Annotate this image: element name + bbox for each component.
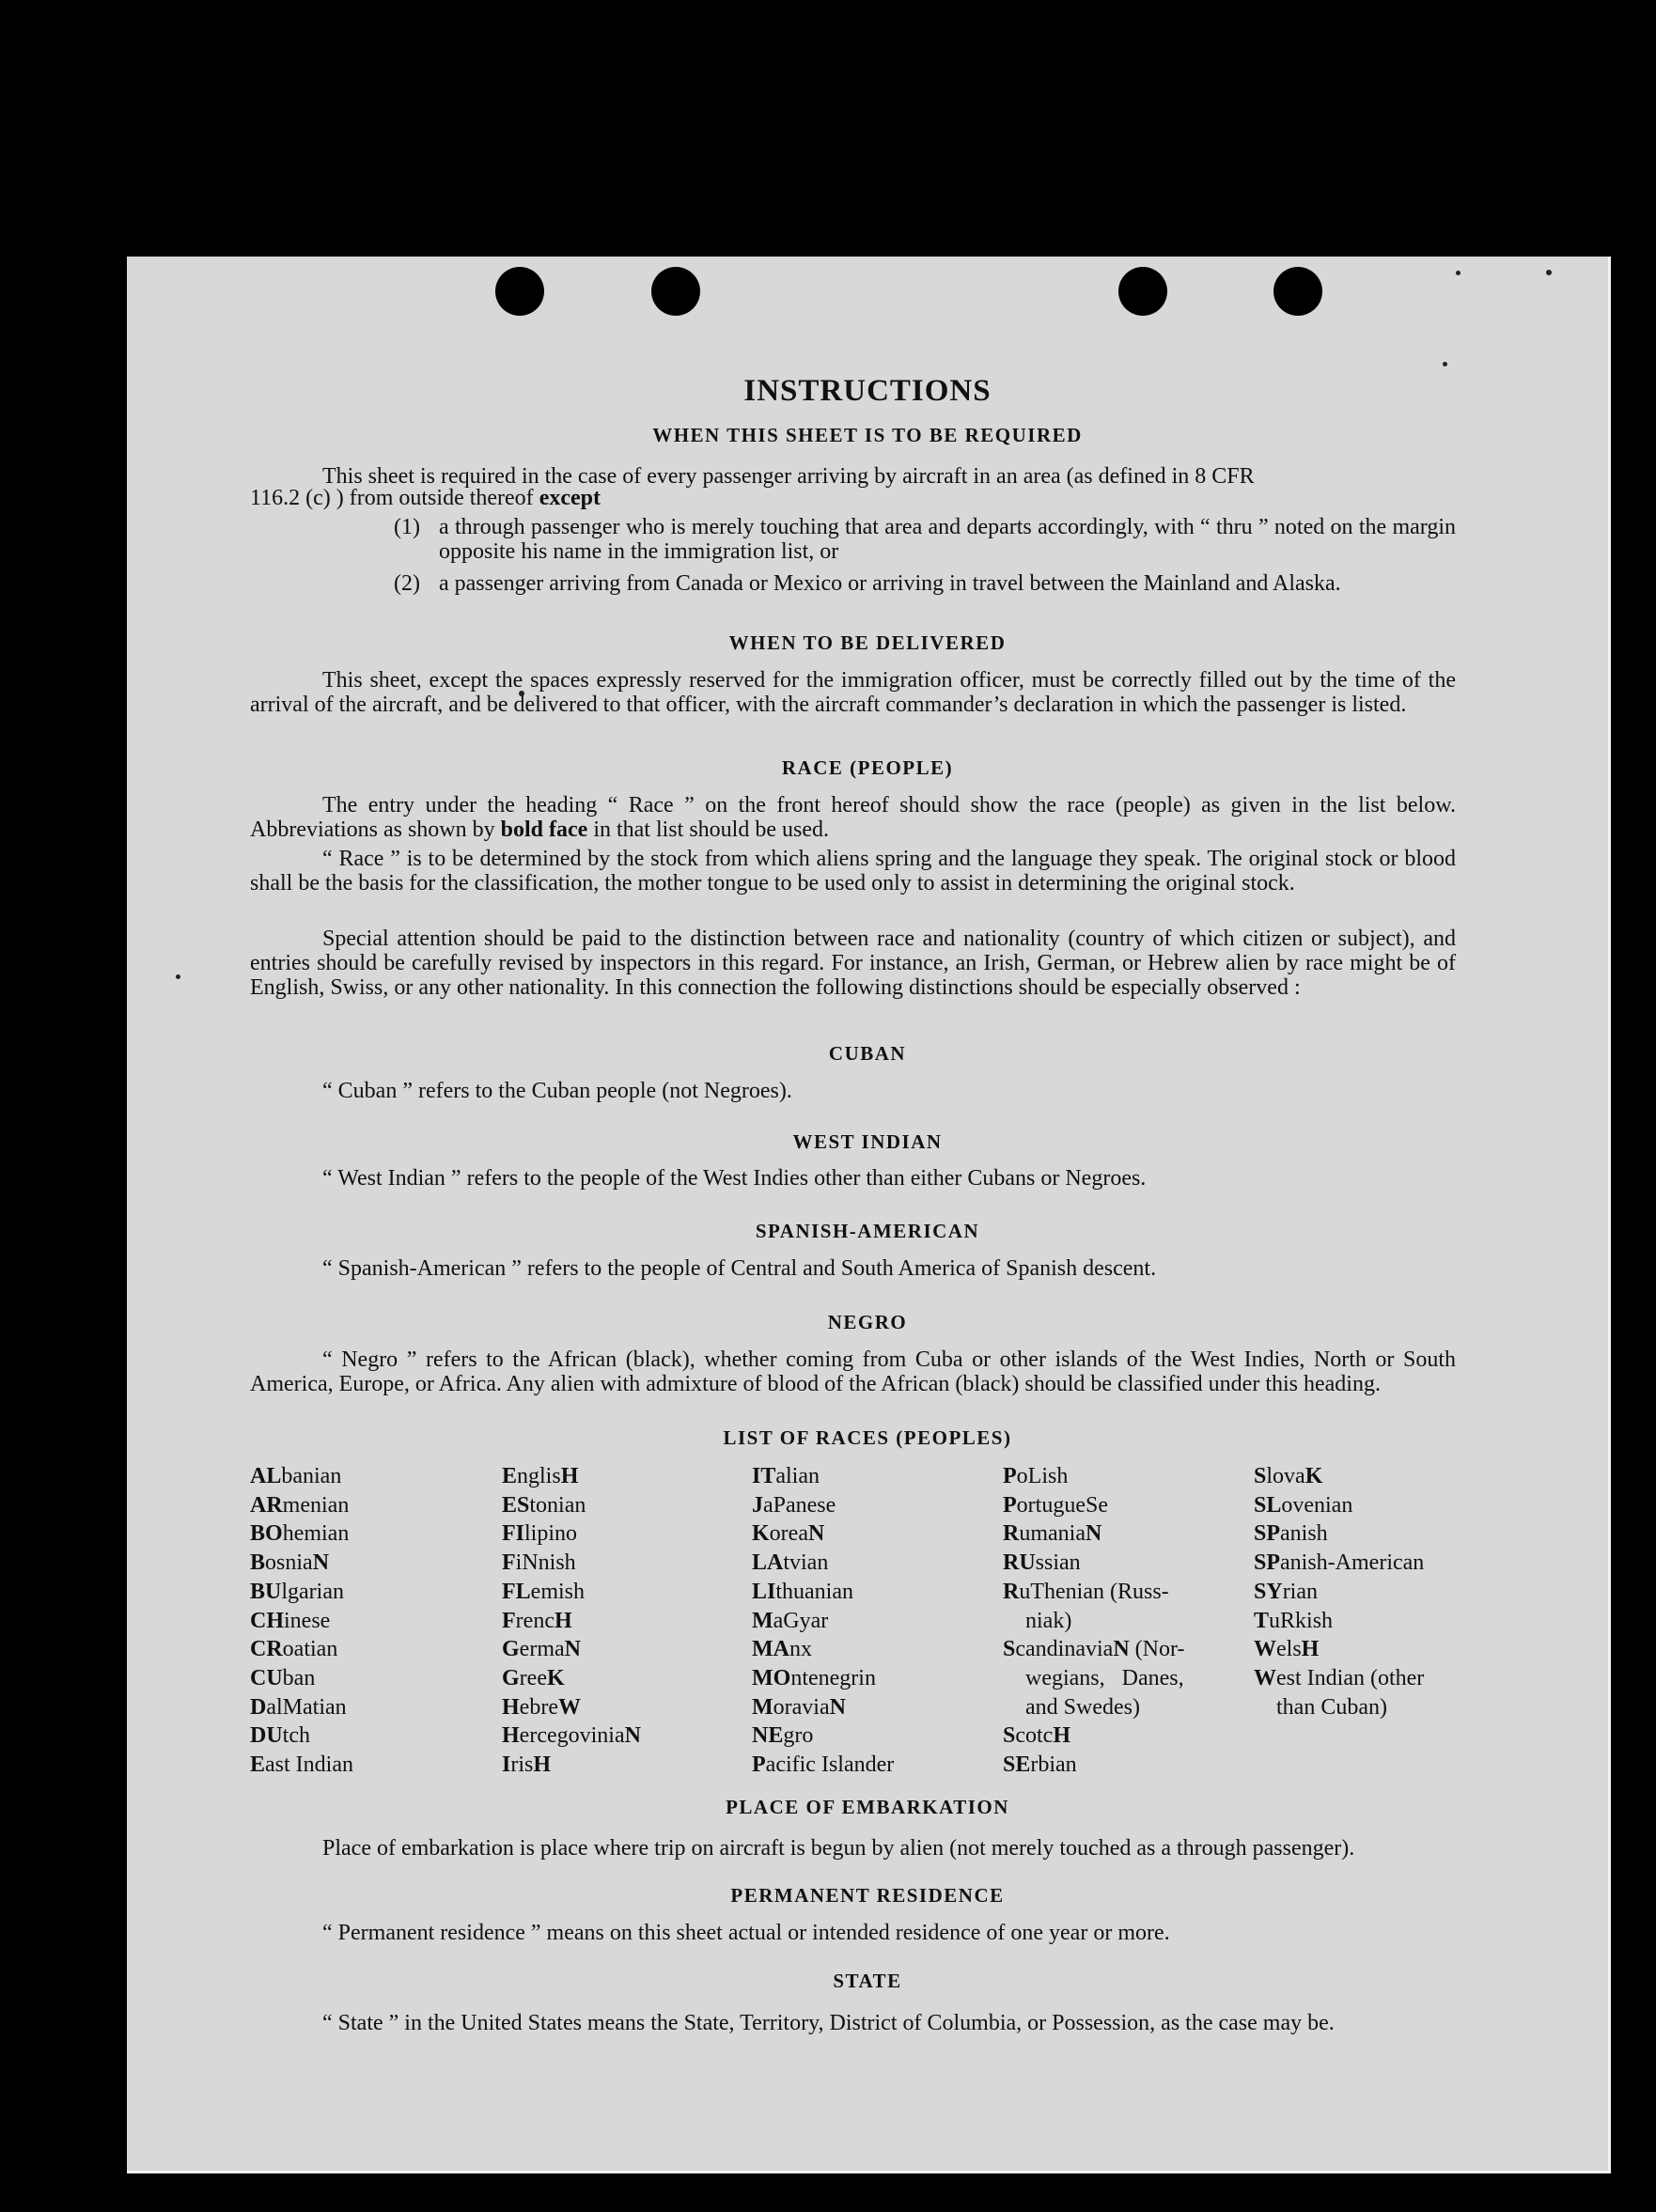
- heading-spanish-american: SPANISH-AMERICAN: [755, 1220, 980, 1242]
- race-list-item: PortugueSe: [1003, 1492, 1108, 1518]
- race-list-column-1: [250, 1462, 476, 1780]
- race-list-item: DalMatian: [250, 1694, 347, 1720]
- race-list-item: RuThenian (Russ-: [1003, 1579, 1169, 1604]
- race-list-item: EStonian: [502, 1492, 586, 1518]
- race-list-item: ScotcH: [1003, 1723, 1071, 1749]
- race-list-item: ScandinaviaN (Nor-: [1003, 1637, 1185, 1662]
- when-delivered-text: This sheet, except the spaces expressly reserved for the immigration officer, must be correctly filled out by the time of the arrival of the aircraft, and be delivered to that officer, with the aircraft commander’s declaration in which the passenger is listed.: [250, 668, 1456, 717]
- race-paragraph-2: “ Race ” is to be determined by the stock from which aliens spring and the language they speak. The original stock or blood shall be the basis for the classification, the mother tongue to be used only to assist in determining the original stock.: [250, 847, 1456, 896]
- race-list-item: ARmenian: [250, 1492, 350, 1518]
- permanent-residence-text: “ Permanent residence ” means on this sheet actual or intended residence of one year or more.: [322, 1921, 1170, 1945]
- race-list-item: SErbian: [1003, 1752, 1077, 1778]
- race-list-item: WelsH: [1254, 1637, 1320, 1662]
- negro-text: “ Negro ” refers to the African (black), whether coming from Cuba or other islands of the West Indies, North or South America, Europe, or Africa. Any alien with admixture of blood of the African (black) should be classified under this heading.: [250, 1347, 1456, 1396]
- race-list-item: and Swedes): [1003, 1694, 1140, 1720]
- race-list-item: TuRkish: [1254, 1608, 1334, 1633]
- punch-hole-3: [1118, 267, 1167, 316]
- race-list-item: BOhemian: [250, 1521, 350, 1547]
- item-text: a through passenger who is merely touching that area and departs accordingly, with “ thru ” noted on the margin opposite his name in the immigration list, or: [439, 515, 1456, 564]
- punch-hole-2: [651, 267, 700, 316]
- race-list-item: FLemish: [502, 1579, 585, 1604]
- race-list-item: CHinese: [250, 1608, 331, 1633]
- race-list-item: MaGyar: [752, 1608, 829, 1633]
- race-list-item: SPanish: [1254, 1521, 1328, 1547]
- item-number: (2): [394, 571, 420, 596]
- item-number: (1): [394, 515, 420, 539]
- document-page: [127, 257, 1611, 2173]
- heading-place-of-embarkation: PLACE OF EMBARKATION: [726, 1796, 1009, 1818]
- heading-list-of-races: LIST OF RACES (PEOPLES): [723, 1426, 1012, 1449]
- race-list-item: ALbanian: [250, 1464, 342, 1488]
- heading-state: STATE: [833, 1970, 902, 1992]
- race-list-item: CRoatian: [250, 1637, 338, 1662]
- race-list-column-3: [752, 1462, 977, 1780]
- race-list-item: FiNnish: [502, 1550, 576, 1576]
- race-list-column-2: [502, 1462, 727, 1780]
- when-required-intro-line1: This sheet is required in the case of every passenger arriving by aircraft in an area (as defined in 8 CFR: [322, 464, 1255, 489]
- race-list-item: GreeK: [502, 1665, 565, 1690]
- cuban-text: “ Cuban ” refers to the Cuban people (not Negroes).: [322, 1079, 792, 1103]
- when-required-intro-line2: 116.2 (c) ) from outside thereof except: [250, 486, 601, 510]
- race-list-item: SLovenian: [1254, 1492, 1353, 1518]
- race-list-item: HercegoviniaN: [502, 1723, 641, 1749]
- ink-speck: [1443, 362, 1447, 366]
- race-list-item: niak): [1003, 1608, 1072, 1633]
- heading-when-delivered: WHEN TO BE DELIVERED: [728, 631, 1007, 654]
- race-list-column-5: [1254, 1462, 1479, 1721]
- race-list-item: JaPanese: [752, 1492, 836, 1518]
- west-indian-text: “ West Indian ” refers to the people of the West Indies other than either Cubans or Negroes.: [322, 1166, 1147, 1191]
- race-list-item: East Indian: [250, 1752, 353, 1778]
- race-list-item: SlovaK: [1254, 1464, 1323, 1488]
- race-list-item: FIlipino: [502, 1521, 578, 1547]
- race-list-item: IrisH: [502, 1752, 552, 1778]
- race-list-item: ITalian: [752, 1464, 820, 1488]
- race-list-item: NEgro: [752, 1723, 814, 1749]
- race-list-item: than Cuban): [1254, 1694, 1387, 1720]
- race-list-item: SYrian: [1254, 1579, 1318, 1604]
- race-list-item: LIthuanian: [752, 1579, 853, 1604]
- ink-speck: [1546, 270, 1552, 275]
- race-list-item: Pacific Islander: [752, 1752, 895, 1778]
- race-list-item: RUssian: [1003, 1550, 1081, 1576]
- heading-race: RACE (PEOPLE): [781, 756, 954, 779]
- race-list-item: BosniaN: [250, 1550, 330, 1576]
- race-list-item: MoraviaN: [752, 1694, 846, 1720]
- race-list-item: BUlgarian: [250, 1579, 344, 1604]
- race-list-item: DUtch: [250, 1723, 310, 1749]
- race-list-item: PoLish: [1003, 1464, 1069, 1488]
- state-text: “ State ” in the United States means the State, Territory, District of Columbia, or Possession, as the case may be.: [322, 2011, 1335, 2035]
- race-list-item: MOntenegrin: [752, 1665, 876, 1690]
- ink-speck: [1456, 271, 1461, 275]
- page-title: INSTRUCTIONS: [743, 374, 992, 408]
- embarkation-text: Place of embarkation is place where trip on aircraft is begun by alien (not merely touched as a through passenger).: [322, 1836, 1355, 1861]
- spanish-american-text: “ Spanish-American ” refers to the people of Central and South America of Spanish descent.: [322, 1256, 1157, 1281]
- race-list-item: MAnx: [752, 1637, 812, 1662]
- heading-west-indian: WEST INDIAN: [792, 1130, 943, 1153]
- race-paragraph-3: Special attention should be paid to the distinction between race and nationality (country of which citizen or subject), and entries should be carefully revised by inspectors in this regard. For instance, an Irish, German, or Hebrew alien by race might be of English, Swiss, or any other nationality. In this connection the following distinctions should be especially observed :: [250, 927, 1456, 1000]
- race-list-item: HebreW: [502, 1694, 581, 1720]
- race-paragraph-1: The entry under the heading “ Race ” on the front hereof should show the race (people) as given in the list below. Abbreviations as shown by bold face in that list should be used.: [250, 793, 1456, 842]
- race-list-item: SPanish-American: [1254, 1550, 1425, 1576]
- heading-when-required: WHEN THIS SHEET IS TO BE REQUIRED: [652, 424, 1083, 446]
- race-list-item: West Indian (other: [1254, 1665, 1425, 1690]
- heading-negro: NEGRO: [827, 1311, 908, 1333]
- heading-cuban: CUBAN: [828, 1042, 907, 1065]
- heading-permanent-residence: PERMANENT RESIDENCE: [730, 1884, 1005, 1907]
- race-list-item: wegians, Danes,: [1003, 1665, 1184, 1690]
- race-list-item: FrencH: [502, 1608, 572, 1633]
- punch-hole-1: [495, 267, 544, 316]
- race-list-item: EnglisH: [502, 1464, 579, 1488]
- race-list-item: RumaniaN: [1003, 1521, 1102, 1547]
- race-list-item: LAtvian: [752, 1550, 829, 1576]
- race-list-item: GermaN: [502, 1637, 581, 1662]
- race-list-column-4: [1003, 1462, 1228, 1780]
- race-list-item: KoreaN: [752, 1521, 825, 1547]
- item-text: a passenger arriving from Canada or Mexico or arriving in travel between the Mainland and Alaska.: [439, 571, 1341, 596]
- ink-speck: [176, 974, 180, 979]
- punch-hole-4: [1273, 267, 1322, 316]
- race-list-item: CUban: [250, 1665, 316, 1690]
